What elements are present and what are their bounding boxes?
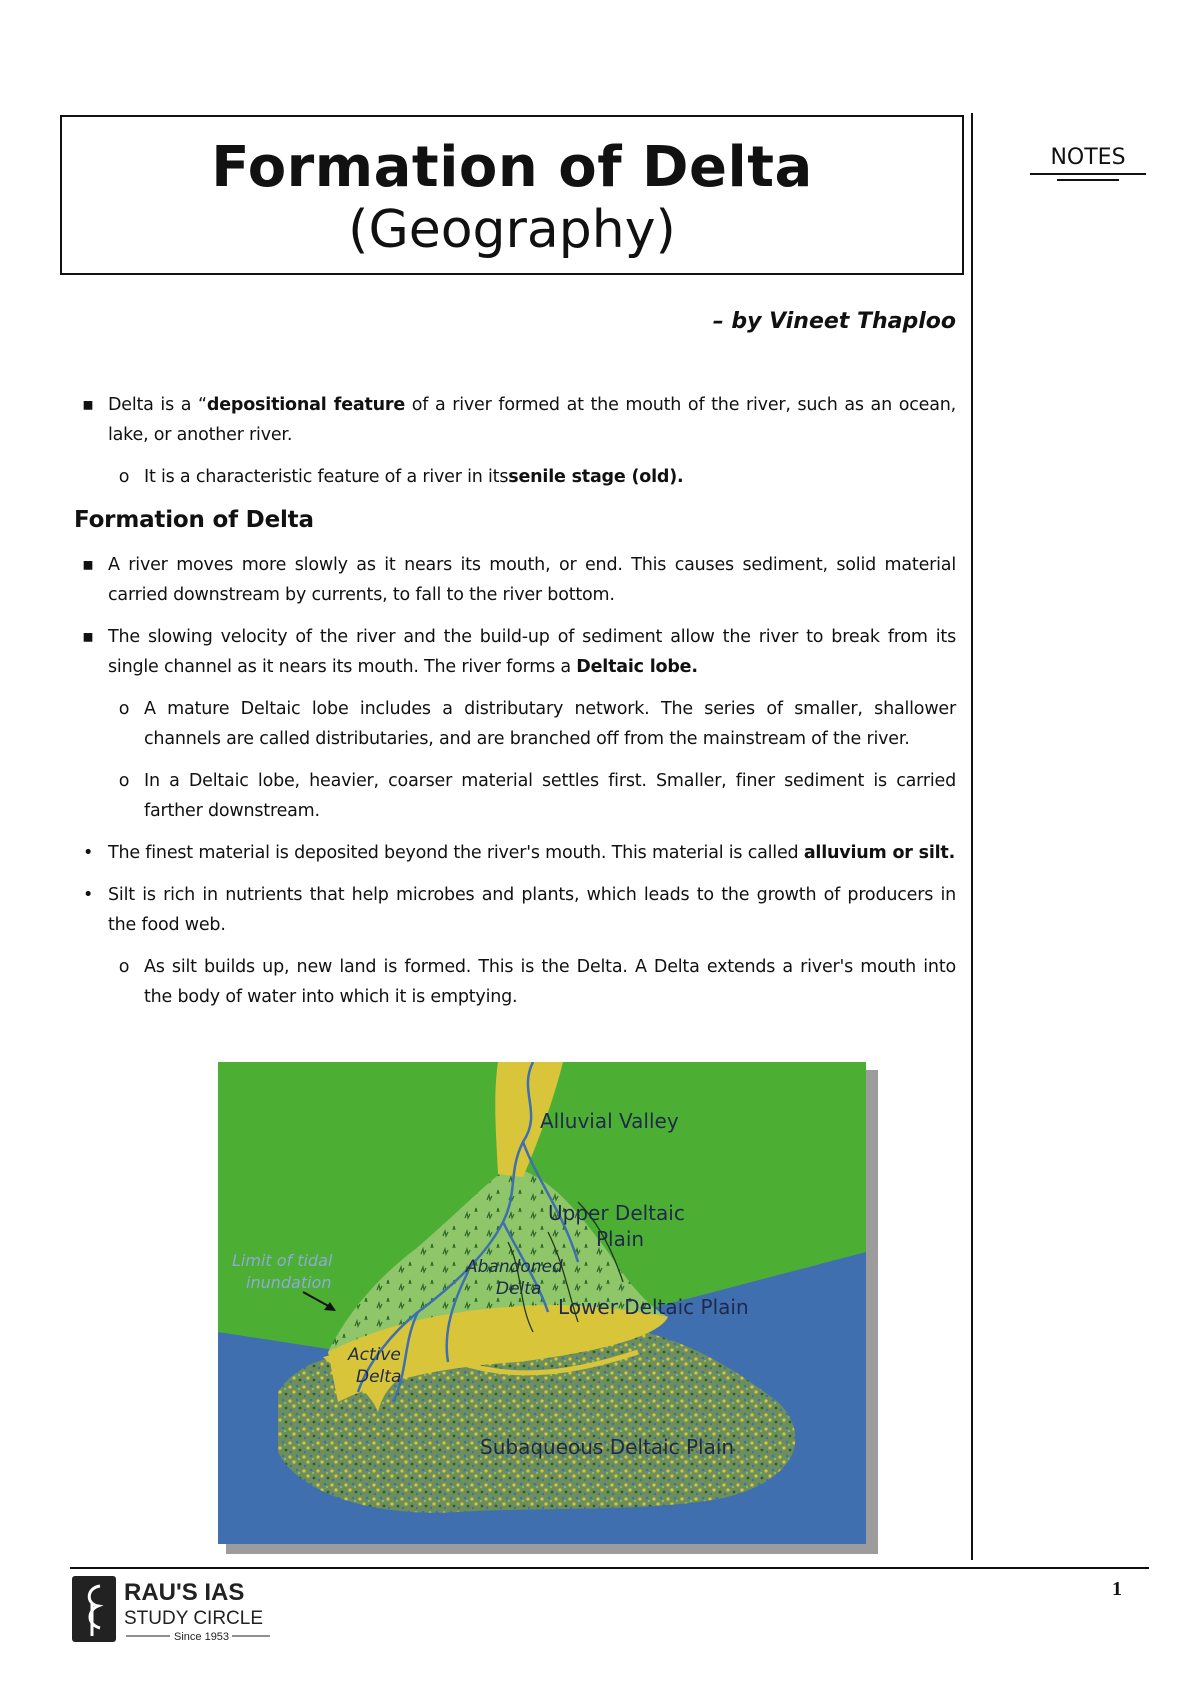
page-number: 1	[1112, 1578, 1122, 1600]
notes-column-header	[1030, 145, 1146, 181]
circle-bullet: o	[118, 771, 130, 791]
section-heading: Formation of Delta	[74, 507, 314, 533]
notes-label: NOTES	[1050, 145, 1126, 170]
subbullet-new-land: o As silt builds up, new land is formed. This is the Delta. A Delta extends a river's mouth into the body of water into which it is emptying.	[110, 952, 956, 1012]
subbullet-distributary-network: o A mature Deltaic lobe includes a distributary network. The series of smaller, shallower channels are called distributaries, and are branched off from the mainstream of the river.	[110, 694, 956, 754]
circle-bullet: o	[118, 699, 130, 719]
bullet-alluvium: • The finest material is deposited beyond the river's mouth. This material is called alluvium or silt.	[74, 838, 956, 868]
footer-rule	[70, 1567, 1149, 1569]
delta-diagram	[218, 1062, 882, 1557]
square-bullet: ▪	[82, 555, 94, 575]
label-active-2: Delta	[356, 1367, 402, 1387]
label-abandoned-1: Abandoned	[466, 1257, 563, 1277]
circle-bullet: o	[118, 467, 130, 487]
raus-ias-logo	[70, 1572, 290, 1647]
page-subtitle: (Geography)	[348, 199, 676, 260]
subbullet-coarse-material: o In a Deltaic lobe, heavier, coarser material settles first. Smaller, finer sediment is carried farther downstream.	[110, 766, 956, 826]
dot-bullet: •	[82, 885, 94, 905]
label-upper-deltaic-1: Upper Deltaic	[548, 1201, 685, 1225]
notes-divider	[971, 113, 973, 1560]
bullet-delta-definition: ▪ Delta is a “depositional feature of a river formed at the mouth of the river, such as an ocean, lake, or another river.	[74, 390, 956, 450]
label-lower-deltaic: Lower Deltaic Plain	[558, 1295, 749, 1319]
label-abandoned-2: Delta	[496, 1279, 542, 1299]
square-bullet: ▪	[82, 395, 94, 415]
bullet-deltaic-lobe: ▪ The slowing velocity of the river and the build-up of sediment allow the river to break from its single channel as it nears its mouth. The river forms a Deltaic lobe.	[74, 622, 956, 682]
article-body	[74, 390, 956, 1024]
logo-line2: STUDY CIRCLE	[124, 1608, 264, 1629]
label-limit-2: inundation	[246, 1273, 332, 1292]
page-title: Formation of Delta	[211, 135, 813, 200]
author-byline: – by Vineet Thaploo	[712, 309, 956, 334]
dot-bullet: •	[82, 843, 94, 863]
label-alluvial-valley: Alluvial Valley	[540, 1109, 679, 1133]
title-box	[60, 115, 964, 275]
bullet-silt-nutrients: • Silt is rich in nutrients that help microbes and plants, which leads to the growth of producers in the food web.	[74, 880, 956, 940]
label-upper-deltaic-2: Plain	[596, 1227, 645, 1251]
bullet-river-slows: ▪ A river moves more slowly as it nears its mouth, or end. This causes sediment, solid material carried downstream by currents, to fall to the river bottom.	[74, 550, 956, 610]
label-active-1: Active	[348, 1345, 401, 1365]
subbullet-senile-stage: o It is a characteristic feature of a river in itssenile stage (old).	[110, 462, 956, 492]
logo-line1: RAU'S IAS	[124, 1579, 245, 1606]
notes-underline-short	[1057, 179, 1119, 181]
square-bullet: ▪	[82, 627, 94, 647]
logo-line3: Since 1953	[174, 1631, 230, 1643]
label-limit-1: Limit of tidal	[232, 1251, 333, 1270]
label-subaqueous: Subaqueous Deltaic Plain	[480, 1435, 735, 1459]
notes-underline	[1030, 173, 1146, 175]
circle-bullet: o	[118, 957, 130, 977]
